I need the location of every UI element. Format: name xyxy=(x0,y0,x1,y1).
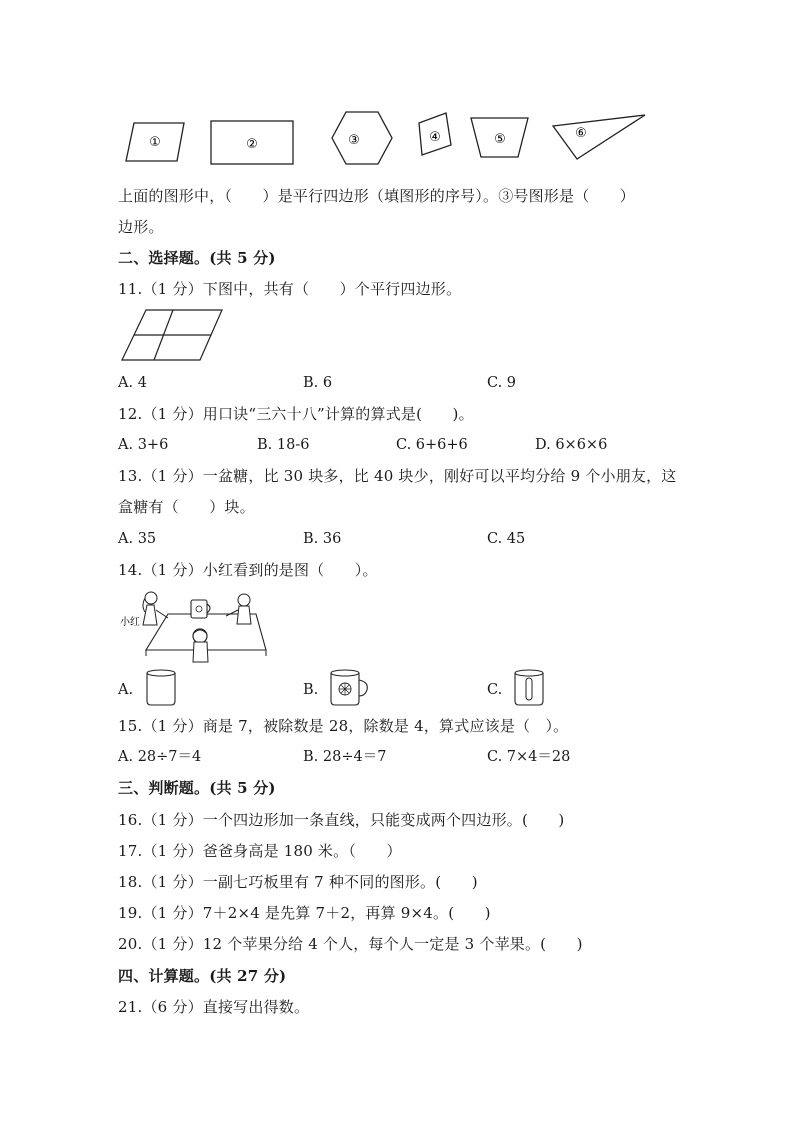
q12-stem: 12.（1 分）用口诀“三六十八”计算的算式是( )。 xyxy=(118,405,474,423)
q14-option-c[interactable]: C. xyxy=(487,682,503,698)
q21: 21.（6 分）直接写出得数。 xyxy=(118,998,310,1016)
q14-option-a[interactable]: A. xyxy=(118,682,134,698)
q19: 19.（1 分）7＋2×4 是先算 7＋2，再算 9×4。( ) xyxy=(118,904,491,922)
section-2-title: 二、选择题。(共 5 分) xyxy=(118,249,276,267)
boy-icon xyxy=(226,594,251,624)
q11-option-c[interactable]: C. 9 xyxy=(487,375,517,391)
shape-3-label: ③ xyxy=(348,133,360,148)
q15-option-b[interactable]: B. 28÷4＝7 xyxy=(303,749,387,765)
q12-option-c[interactable]: C. 6+6+6 xyxy=(396,437,468,453)
q11-option-b[interactable]: B. 6 xyxy=(303,375,333,391)
q16: 16.（1 分）一个四边形加一条直线，只能变成两个四边形。( ) xyxy=(118,811,565,829)
q12-option-d[interactable]: D. 6×6×6 xyxy=(535,437,608,453)
shape-1-label: ① xyxy=(149,135,161,150)
shape-4-label: ④ xyxy=(429,130,441,145)
shape-5-label: ⑤ xyxy=(494,132,506,147)
section-4-title: 四、计算题。(共 27 分) xyxy=(118,967,287,985)
shapes-figure xyxy=(0,0,794,175)
q11-stem: 11.（1 分）下图中，共有（ ）个平行四边形。 xyxy=(118,280,462,298)
q14-stem: 14.（1 分）小红看到的是图（ ）。 xyxy=(118,561,378,579)
shape-6-label: ⑥ xyxy=(575,126,587,141)
shape-6-triangle xyxy=(553,115,645,159)
q14-option-b[interactable]: B. xyxy=(303,682,319,698)
q17: 17.（1 分）爸爸身高是 180 米。（ ） xyxy=(118,842,402,860)
cup-icon xyxy=(191,600,207,618)
q14-scene-illustration xyxy=(118,588,278,668)
section-3-title: 三、判断题。(共 5 分) xyxy=(118,779,276,797)
q15-option-c[interactable]: C. 7×4＝28 xyxy=(487,749,571,765)
q20: 20.（1 分）12 个苹果分给 4 个人，每个人一定是 3 个苹果。( ) xyxy=(118,935,583,953)
q14-cup-c-handle-front-icon xyxy=(511,668,551,708)
q13-option-a[interactable]: A. 35 xyxy=(118,531,157,547)
q13-option-b[interactable]: B. 36 xyxy=(303,531,342,547)
q14-cup-b-pattern-icon xyxy=(327,668,377,708)
q13-line-1: 13.（1 分）一盆糖，比 30 块多，比 40 块少，刚好可以平均分给 9 个小朋友，这 xyxy=(118,467,677,485)
q15-stem: 15.（1 分）商是 7，被除数是 28，除数是 4，算式应该是（ ）。 xyxy=(118,717,569,735)
q12-option-b[interactable]: B. 18-6 xyxy=(257,437,310,453)
q10-line-2: 边形。 xyxy=(118,218,164,236)
shape-3-hexagon xyxy=(332,112,392,164)
q13-line-2: 盒糖有（ ）块。 xyxy=(118,498,255,516)
q13-option-c[interactable]: C. 45 xyxy=(487,531,526,547)
q18: 18.（1 分）一副七巧板里有 7 种不同的图形。( ) xyxy=(118,873,478,891)
q14-cup-a-plain-icon xyxy=(143,668,183,708)
shape-2-label: ② xyxy=(246,137,258,152)
child-back-view-icon xyxy=(193,629,208,662)
q14-scene-label: 小红 xyxy=(120,617,140,628)
q12-option-a[interactable]: A. 3+6 xyxy=(118,437,169,453)
q11-option-a[interactable]: A. 4 xyxy=(118,375,147,391)
q15-option-a[interactable]: A. 28÷7＝4 xyxy=(118,749,202,765)
q10-line-1: 上面的图形中，（ ）是平行四边形（填图形的序号）。③号图形是（ ） xyxy=(118,187,636,205)
